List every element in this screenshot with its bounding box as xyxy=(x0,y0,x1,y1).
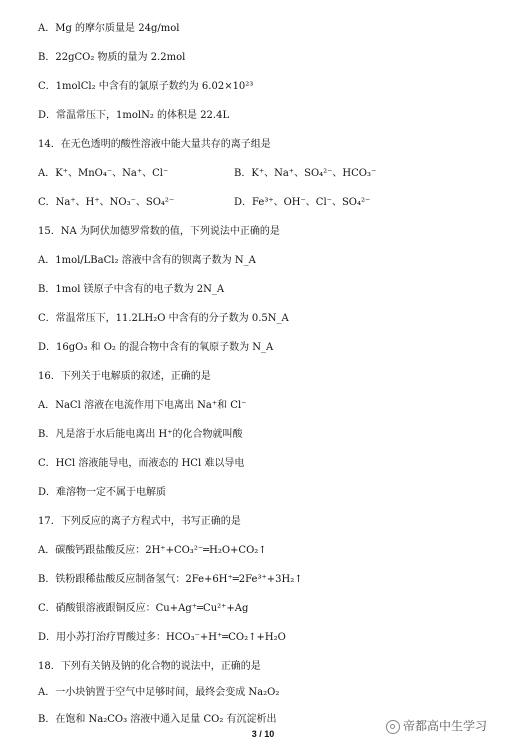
question-18: 18．下列有关钠及钠的化合物的说法中，正确的是 xyxy=(38,661,261,672)
option-13b: B．22gCO₂ 物质的量为 2.2mol xyxy=(38,52,186,63)
option-15d: D．16gO₃ 和 O₂ 的混合物中含有的氧原子数为 N_A xyxy=(38,342,274,353)
option-18b: B．在饱和 Na₂CO₃ 溶液中通入足量 CO₂ 有沉淀析出 xyxy=(38,714,277,725)
option-13c: C．1molCl₂ 中含有的氯原子数约为 6.02×10²³ xyxy=(38,81,254,92)
option-13d: D．常温常压下，1molN₂ 的体积是 22.4L xyxy=(38,110,230,121)
option-16b: B．凡是溶于水后能电离出 H⁺的化合物就叫酸 xyxy=(38,429,243,440)
question-16: 16．下列关于电解质的叙述，正确的是 xyxy=(38,371,211,382)
question-17: 17．下列反应的离子方程式中，书写正确的是 xyxy=(38,516,241,527)
page-number: 3 / 10 xyxy=(251,729,275,739)
option-15b: B．1mol 镁原子中含有的电子数为 2N_A xyxy=(38,284,225,295)
option-18a: A．一小块钠置于空气中足够时间，最终会变成 Na₂O₂ xyxy=(38,687,280,698)
question-15: 15．NA 为阿伏加德罗常数的值，下列说法中正确的是 xyxy=(38,226,280,237)
option-17c: C．硝酸银溶液跟铜反应：Cu+Ag⁺═Cu²⁺+Ag xyxy=(38,603,249,614)
option-13a: A．Mg 的摩尔质量是 24g/mol xyxy=(38,23,180,34)
option-14a: A．K⁺、MnO₄⁻、Na⁺、Cl⁻ xyxy=(38,168,169,179)
question-14: 14．在无色透明的酸性溶液中能大量共存的离子组是 xyxy=(38,139,271,150)
option-17a: A．碳酸钙跟盐酸反应：2H⁺+CO₃²⁻═H₂O+CO₂↑ xyxy=(38,545,267,556)
option-17b: B．铁粉跟稀盐酸反应制备氢气：2Fe+6H⁺═2Fe³⁺+3H₂↑ xyxy=(38,574,303,585)
option-14c: C．Na⁺、H⁺、NO₃⁻、SO₄²⁻ xyxy=(38,197,175,208)
option-16d: D．难溶物一定不属于电解质 xyxy=(38,487,167,498)
option-14b: B．K⁺、Na⁺、SO₄²⁻、HCO₃⁻ xyxy=(234,168,377,179)
watermark-text: 帝都高中生学习 xyxy=(403,719,488,733)
option-16c: C．HCl 溶液能导电，而液态的 HCl 难以导电 xyxy=(38,458,245,469)
option-15c: C．常温常压下，11.2LH₂O 中含有的分子数为 0.5N_A xyxy=(38,313,289,324)
option-17d: D．用小苏打治疗胃酸过多：HCO₃⁻+H⁺═CO₂↑+H₂O xyxy=(38,632,286,643)
option-15a: A．1mol/LBaCl₂ 溶液中含有的钡离子数为 N_A xyxy=(38,255,256,266)
option-16a: A．NaCl 溶液在电流作用下电离出 Na⁺和 Cl⁻ xyxy=(38,400,247,411)
option-14d: D．Fe³⁺、OH⁻、Cl⁻、SO₄²⁻ xyxy=(234,197,371,208)
